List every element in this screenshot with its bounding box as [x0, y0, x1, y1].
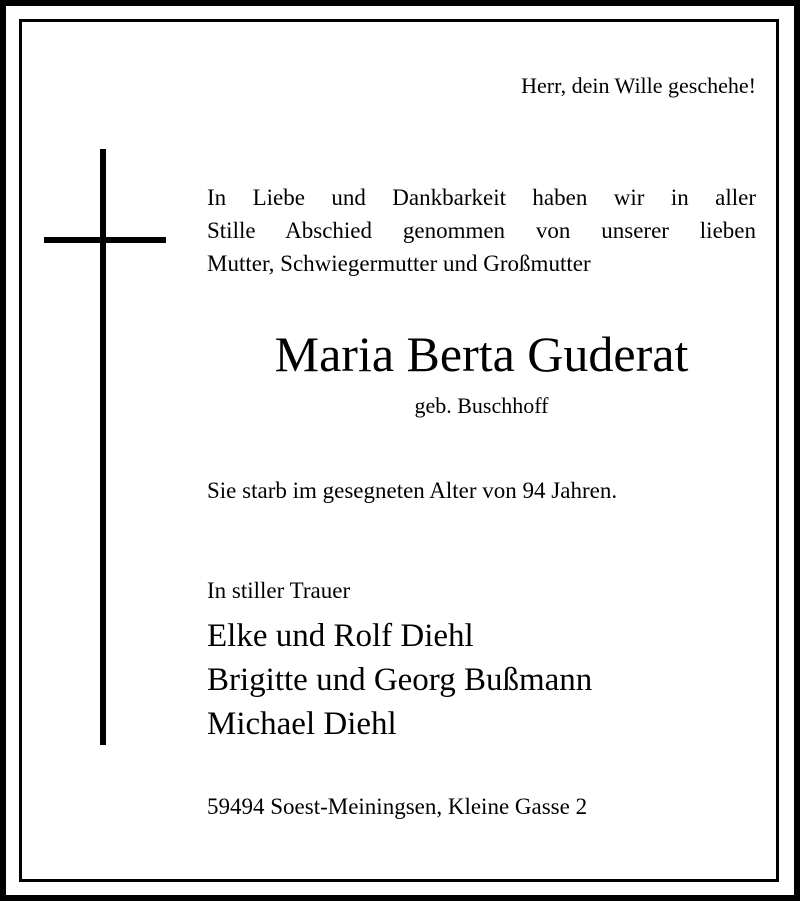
mourner-name: Brigitte und Georg Bußmann [207, 662, 593, 698]
mourner-name: Michael Diehl [207, 706, 397, 742]
intro-line: Stille Abschied genommen von unserer lieben [207, 218, 756, 243]
mourning-label: In stiller Trauer [207, 578, 351, 603]
age-text: Sie starb im gesegneten Alter von 94 Jahren. [207, 478, 618, 503]
mourners-list [207, 614, 592, 746]
cross-horizontal-bar [44, 237, 166, 243]
notice-frame [19, 19, 779, 882]
address: 59494 Soest-Meiningsen, Kleine Gasse 2 [207, 794, 588, 819]
motto: Herr, dein Wille geschehe! [521, 73, 756, 98]
birth-name: geb. Buschhoff [414, 393, 549, 418]
intro-line: In Liebe und Dankbarkeit haben wir in aller [207, 185, 756, 210]
mourner-name: Elke und Rolf Diehl [207, 618, 474, 654]
deceased-name: Maria Berta Guderat [274, 326, 689, 382]
intro-text [207, 181, 756, 280]
intro-line: Mutter, Schwiegermutter und Großmutter [207, 251, 591, 276]
